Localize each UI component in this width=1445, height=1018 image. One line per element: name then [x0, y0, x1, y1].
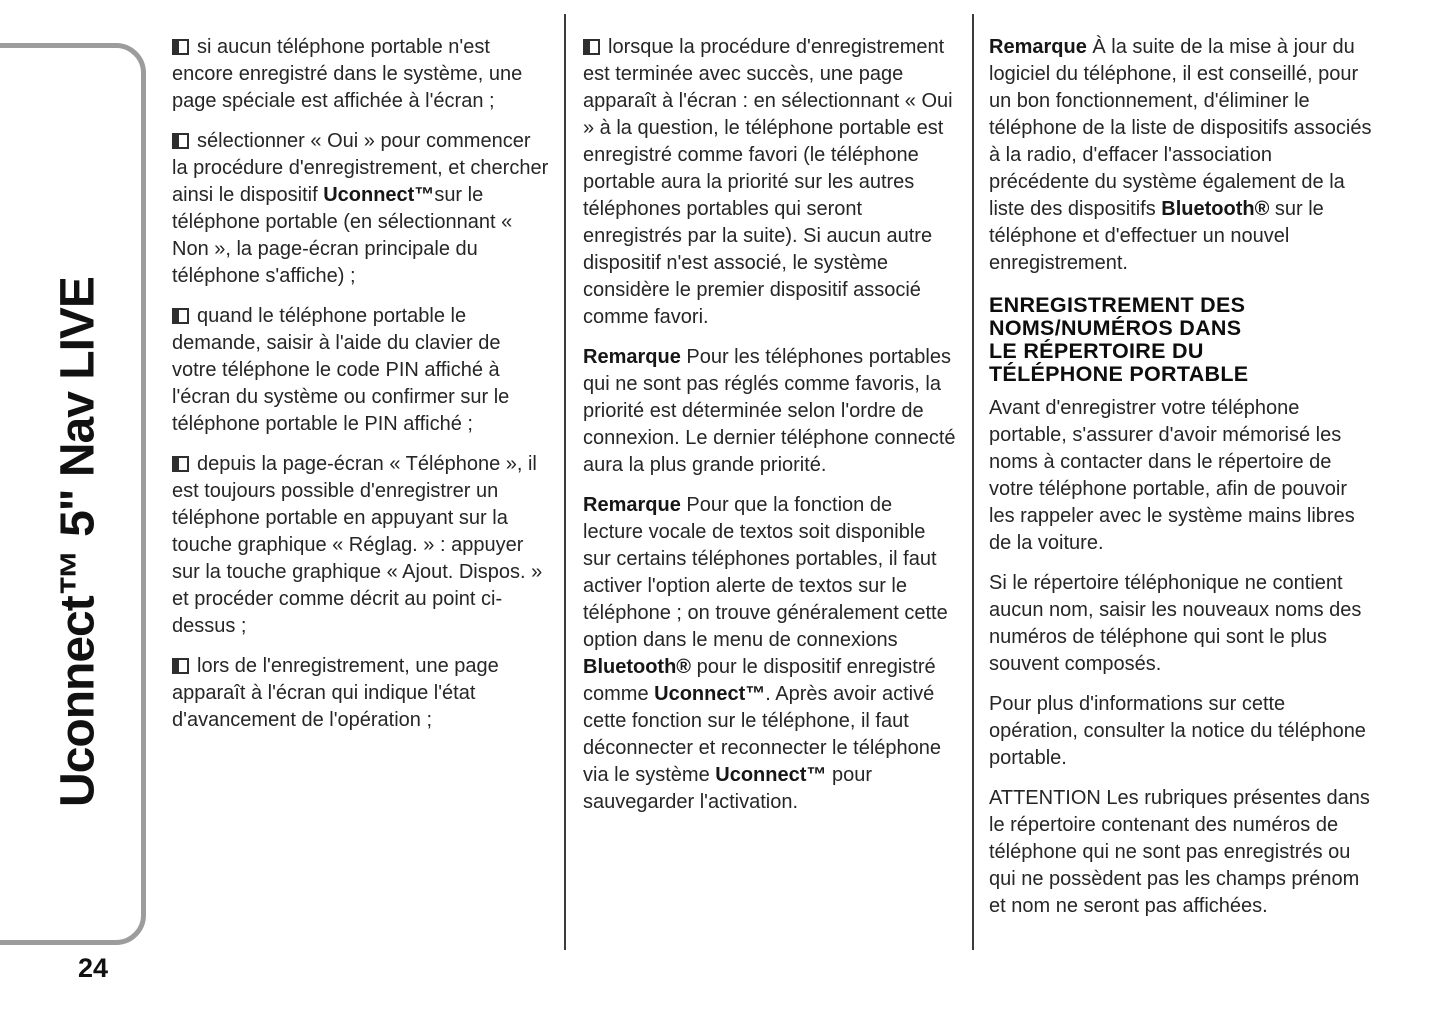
bullet-item	[172, 303, 550, 438]
text-segment: lorsque la procédure d'enregistrement est terminée avec succès, une page apparaît à l'écran : en sélectionnant « Oui » à la question, le téléphone portable est enregistré comme favori (le téléphone portable aura la priorité sur les autres téléphones portables qui seront enregistrés par la suite). Si aucun autre dispositif n'est associé, le système considère le premier dispositif associé comme favori.	[583, 36, 953, 328]
text-segment: pour le dispositif enregistré comme	[583, 656, 936, 705]
text-column-1	[172, 34, 550, 747]
text-segment: pour sauvegarder l'activation.	[583, 764, 872, 813]
text-segment: À la suite de la mise à jour du logiciel du téléphone, il est conseillé, pour un bon fonctionnement, d'éliminer le téléphone de la liste de dispositifs associés à la radio, d'effacer l'association précédente du système également de la liste des dispositifs	[989, 36, 1372, 220]
text-segment: Uconnect™	[323, 184, 435, 206]
text-segment: si aucun téléphone portable n'est encore enregistré dans le système, une page spéciale est affichée à l'écran ;	[172, 36, 523, 112]
chapter-tab	[0, 43, 146, 945]
text-segment: Uconnect™	[654, 683, 766, 705]
text-segment: . Après avoir activé cette fonction sur le téléphone, il faut déconnecter et reconnecter le téléphone via le système	[583, 683, 942, 786]
square-bullet-icon	[172, 133, 189, 149]
bullet-item	[172, 34, 550, 115]
text-segment: Bluetooth®	[1161, 198, 1270, 220]
square-bullet-icon	[583, 39, 600, 55]
bullet-item	[172, 451, 550, 640]
column-divider-2	[972, 14, 974, 950]
text-segment: ATTENTION Les rubriques présentes dans le répertoire contenant des numéros de téléphone qui ne sont pas enregistrés ou qui ne possèdent pas les champs prénom et nom ne seront pas affichées.	[989, 787, 1370, 917]
paragraph	[583, 492, 957, 816]
paragraph	[583, 344, 957, 479]
text-segment: Avant d'enregistrer votre téléphone portable, s'assurer d'avoir mémorisé les noms à contacter dans le répertoire de votre téléphone portable, afin de pouvoir les rappeler avec le système mains libres de la voiture.	[989, 397, 1355, 554]
text-segment: lors de l'enregistrement, une page apparaît à l'écran qui indique l'état d'avancement de l'opération ;	[172, 655, 499, 731]
chapter-tab-label: Uconnect™ 5" Nav LIVE	[51, 277, 105, 807]
square-bullet-icon	[172, 308, 189, 324]
text-column-2	[583, 34, 957, 829]
bullet-item	[172, 128, 550, 290]
section-heading: ENREGISTREMENT DES NOMS/NUMÉROS DANS LE RÉPERTOIRE DU TÉLÉPHONE PORTABLE	[989, 293, 1249, 386]
text-segment: Bluetooth®	[583, 656, 692, 678]
paragraph	[989, 691, 1377, 772]
square-bullet-icon	[172, 658, 189, 674]
paragraph	[989, 395, 1377, 557]
paragraph	[989, 785, 1377, 920]
text-segment: sélectionner « Oui » pour commencer la procédure d'enregistrement, et chercher ainsi le dispositif	[172, 130, 549, 206]
text-column-3	[989, 34, 1377, 933]
text-segment: sur le téléphone portable (en sélectionnant « Non », la page-écran principale du téléphone s'affiche) ;	[172, 184, 513, 287]
text-segment: quand le téléphone portable le demande, saisir à l'aide du clavier de votre téléphone le code PIN affiché à l'écran du système ou confirmer sur le téléphone portable le PIN affiché ;	[172, 305, 510, 435]
text-segment: Uconnect™	[715, 764, 827, 786]
text-segment: sur le téléphone et d'effectuer un nouvel enregistrement.	[989, 198, 1324, 274]
text-segment: Pour les téléphones portables qui ne sont pas réglés comme favoris, la priorité est déterminée selon l'ordre de connexion. Le dernier téléphone connecté aura la plus grande priorité.	[583, 346, 956, 476]
page-number: 24	[78, 953, 109, 983]
text-segment: Pour que la fonction de lecture vocale de textos soit disponible sur certains téléphones portables, il faut activer l'option alerte de textos sur le téléphone ; on trouve généralement cette option dans le menu de connexions	[583, 494, 948, 651]
text-segment: Remarque	[989, 36, 1087, 58]
square-bullet-icon	[172, 456, 189, 472]
square-bullet-icon	[172, 39, 189, 55]
paragraph	[989, 34, 1377, 277]
text-segment: depuis la page-écran « Téléphone », il est toujours possible d'enregistrer un téléphone portable en appuyant sur la touche graphique « Réglag. » : appuyer sur la touche graphique « Ajout. Dispos. » et procéder comme décrit au point ci-dessus ;	[172, 453, 543, 637]
paragraph	[989, 570, 1377, 678]
column-divider-1	[564, 14, 566, 950]
text-segment: Remarque	[583, 494, 681, 516]
text-segment: Remarque	[583, 346, 681, 368]
text-segment: Si le répertoire téléphonique ne contient aucun nom, saisir les nouveaux noms des numéros de téléphone qui sont le plus souvent composés.	[989, 572, 1362, 675]
text-segment: Pour plus d'informations sur cette opération, consulter la notice du téléphone portable.	[989, 693, 1366, 769]
bullet-item	[172, 653, 550, 734]
bullet-item	[583, 34, 957, 331]
